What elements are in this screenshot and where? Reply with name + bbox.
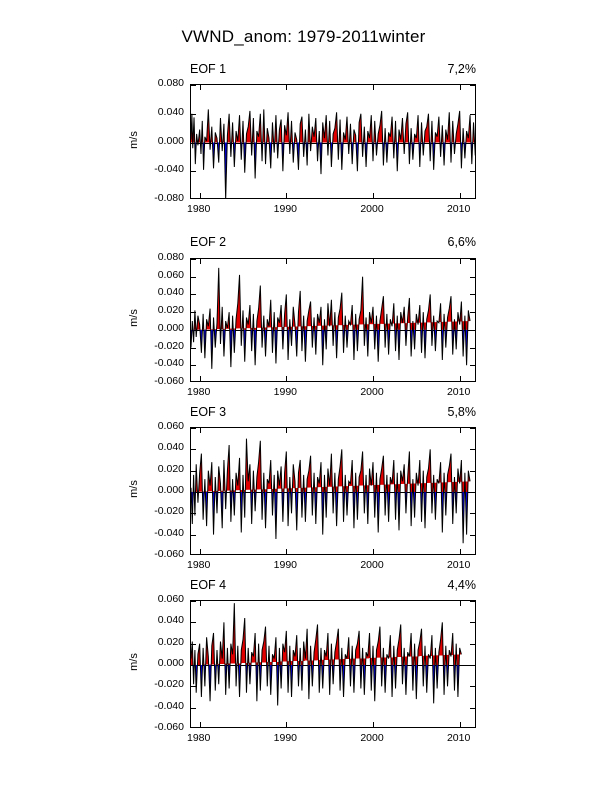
series-plot xyxy=(191,85,476,199)
panel-header xyxy=(190,235,476,249)
plot-area xyxy=(190,84,476,199)
y-tick-label: 0.040 xyxy=(157,614,184,627)
y-tick-label: -0.080 xyxy=(154,192,184,204)
y-tick-label: -0.060 xyxy=(154,721,184,733)
y-tick-label: 0.020 xyxy=(157,304,184,317)
y-axis-label: m/s xyxy=(128,653,140,671)
y-tick-label: 0.040 xyxy=(157,286,184,299)
series-plot xyxy=(191,259,476,382)
y-tick-label: 0.060 xyxy=(157,420,184,432)
x-tick-label: 1990 xyxy=(273,386,297,398)
panel-header xyxy=(190,405,476,419)
x-tick-label: 2010 xyxy=(446,732,471,744)
x-tick-label: 1990 xyxy=(273,732,297,744)
y-tick-label: -0.020 xyxy=(154,505,184,518)
chart-panel-eof3 xyxy=(128,405,476,585)
y-tick-label: -0.060 xyxy=(154,548,184,560)
chart-panel-eof4 xyxy=(128,578,476,758)
y-tick-label: 0.020 xyxy=(157,635,184,648)
series-plot xyxy=(191,428,476,555)
eof-label: EOF 1 xyxy=(190,62,227,76)
y-tick-label: 0.060 xyxy=(157,268,184,281)
panel-header xyxy=(190,578,476,592)
y-tick-label: 0.000 xyxy=(157,134,184,147)
chart-panel-eof1 xyxy=(128,62,476,229)
y-tick-label: -0.040 xyxy=(154,357,184,370)
variance-label: 7,2% xyxy=(447,62,476,76)
y-tick-label: -0.040 xyxy=(154,699,184,712)
y-tick-label: 0.080 xyxy=(157,251,184,263)
y-tick-label: 0.000 xyxy=(157,484,184,496)
x-tick-label: 1990 xyxy=(273,559,297,571)
y-tick-label: 0.040 xyxy=(157,441,184,454)
eof-label: EOF 3 xyxy=(190,405,227,419)
panel-header xyxy=(190,62,476,76)
plot-area xyxy=(190,427,476,555)
y-tick-label: -0.060 xyxy=(154,375,184,387)
y-tick-label: 0.080 xyxy=(157,77,184,89)
x-tick-label: 1980 xyxy=(186,386,211,398)
y-axis-label: m/s xyxy=(128,480,140,498)
x-tick-label: 2000 xyxy=(360,203,384,215)
figure-title: VWND_anom: 1979-2011winter xyxy=(181,27,426,46)
chart-panel-eof2 xyxy=(128,235,476,412)
series-plot xyxy=(191,601,476,728)
y-tick-label: -0.020 xyxy=(154,339,184,352)
x-tick-label: 2010 xyxy=(446,203,471,215)
x-tick-label: 1980 xyxy=(186,732,211,744)
x-tick-label: 1980 xyxy=(186,203,211,215)
y-tick-label: 0.060 xyxy=(157,593,184,605)
plot-area xyxy=(190,258,476,382)
eof-label: EOF 4 xyxy=(190,578,227,592)
variance-label: 4,4% xyxy=(447,578,476,592)
x-tick-label: 2010 xyxy=(446,559,471,571)
x-tick-label: 2000 xyxy=(360,386,384,398)
x-tick-label: 2010 xyxy=(446,386,471,398)
x-tick-label: 2000 xyxy=(360,732,384,744)
x-tick-label: 1980 xyxy=(186,559,211,571)
x-tick-label: 2000 xyxy=(360,559,384,571)
y-tick-label: 0.000 xyxy=(157,657,184,669)
variance-label: 6,6% xyxy=(447,235,476,249)
y-tick-label: -0.040 xyxy=(154,163,184,176)
y-tick-label: 0.000 xyxy=(157,321,184,334)
y-axis-label: m/s xyxy=(128,309,140,327)
x-tick-label: 1990 xyxy=(273,203,297,215)
y-tick-label: -0.040 xyxy=(154,526,184,539)
eof-label: EOF 2 xyxy=(190,235,227,249)
y-tick-label: 0.020 xyxy=(157,462,184,475)
y-axis-label: m/s xyxy=(128,130,140,149)
plot-area xyxy=(190,600,476,728)
y-tick-label: -0.020 xyxy=(154,678,184,691)
variance-label: 5,8% xyxy=(447,405,476,419)
y-tick-label: 0.040 xyxy=(157,105,184,118)
